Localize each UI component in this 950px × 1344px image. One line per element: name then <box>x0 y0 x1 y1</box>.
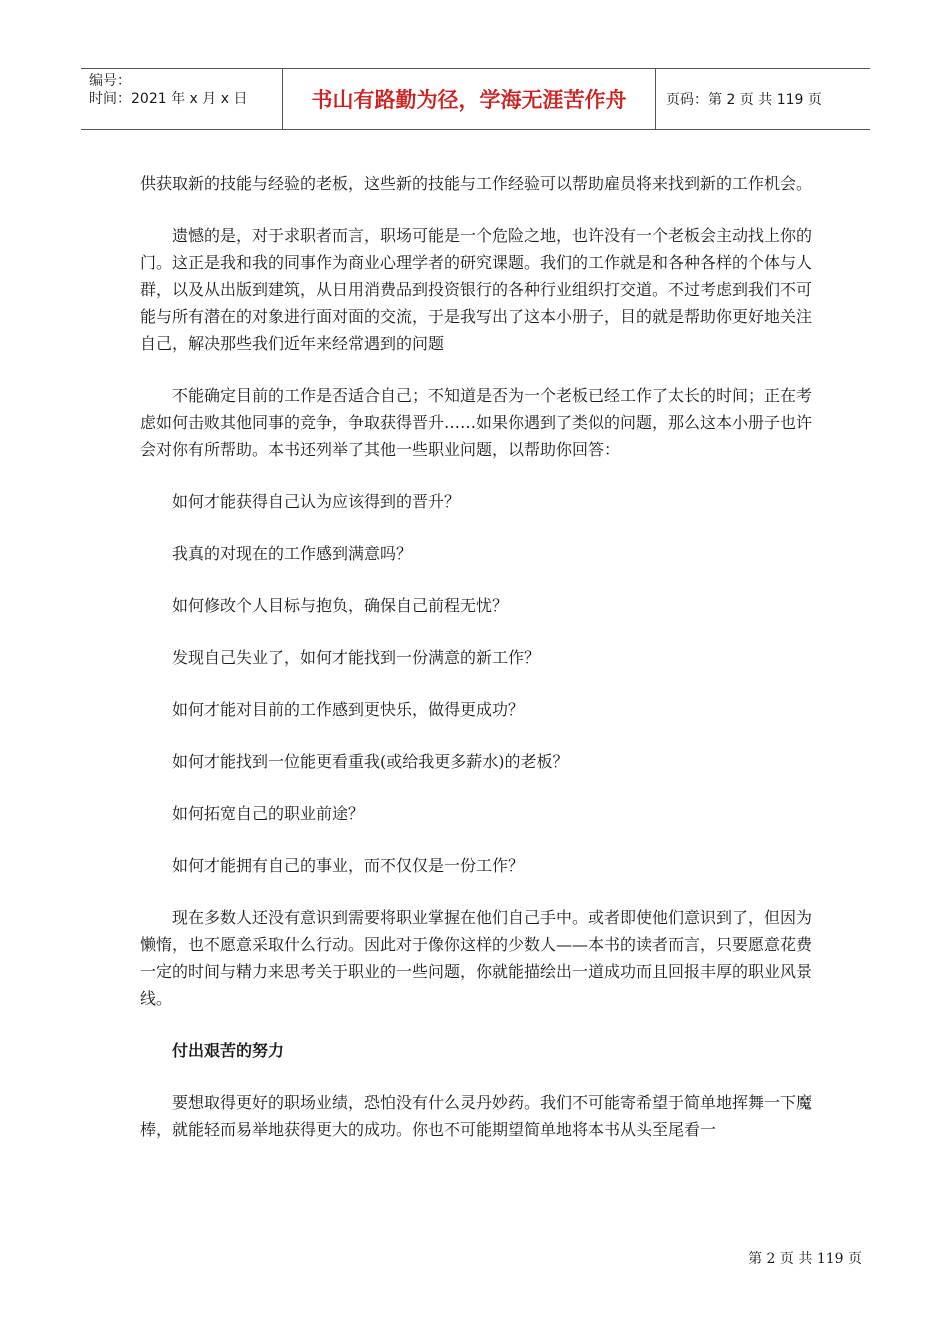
time-label: 时间：2021 年 x 月 x 日 <box>89 91 248 107</box>
question-item: 如何修改个人目标与抱负，确保自己前程无忧？ <box>172 596 509 615</box>
paragraph-2: 遗憾的是，对于求职者而言，职场可能是一个危险之地，也许没有一个老板会主动找上你的门。这正是我和我的同事作为商业心理学者的研究课题。我们的工作就是和各种各样的个体与人群，以及从出版到建筑，从日用消费品到投资银行的各种行业组织打交道。不过考虑到我们不可能与所有潜在的对象进行面对面的交流，于是我写出了这本小册子，目的就是帮助你更好地关注自己，解决那些我们近年来经常遇到的问题 <box>140 226 813 353</box>
header-motto: 书山有路勤为径，学海无涯苦作舟 <box>282 69 656 129</box>
header-meta <box>81 69 282 129</box>
question-item: 发现自己失业了，如何才能找到一份满意的新工作？ <box>172 648 541 667</box>
question-item: 如何才能找到一位能更看重我(或给我更多薪水)的老板？ <box>172 752 569 771</box>
page-header <box>81 68 870 130</box>
page-footer: 第 2 页 共 119 页 <box>748 1251 862 1267</box>
question-item: 我真的对现在的工作感到满意吗？ <box>172 544 413 563</box>
section-heading: 付出艰苦的努力 <box>172 1041 285 1060</box>
question-item: 如何才能拥有自己的事业，而不仅仅是一份工作？ <box>172 856 525 875</box>
paragraph-5: 要想取得更好的职场业绩，恐怕没有什么灵丹妙药。我们不可能寄希望于简单地挥舞一下魔棒，就能轻而易举地获得更大的成功。你也不可能期望简单地将本书从头至尾看一 <box>140 1093 813 1139</box>
paragraph-4: 现在多数人还没有意识到需要将职业掌握在他们自己手中。或者即使他们意识到了，但因为懒惰，也不愿意采取什么行动。因此对于像你这样的少数人——本书的读者而言，只要愿意花费一定的时间与精力来思考关于职业的一些问题，你就能描绘出一道成功而且回报丰厚的职业风景线。 <box>140 908 813 1008</box>
number-label: 编号： <box>89 73 131 89</box>
document-body <box>140 170 812 1143</box>
paragraph-1: 供获取新的技能与经验的老板，这些新的技能与工作经验可以帮助雇员将来找到新的工作机会。 <box>140 174 813 193</box>
question-item: 如何才能获得自己认为应该得到的晋升？ <box>172 492 461 511</box>
question-item: 如何才能对目前的工作感到更快乐，做得更成功？ <box>172 700 525 719</box>
header-page-label: 页码：第 2 页 共 119 页 <box>666 92 822 108</box>
question-item: 如何拓宽自己的职业前途？ <box>172 804 365 823</box>
paragraph-3: 不能确定目前的工作是否适合自己；不知道是否为一个老板已经工作了太长的时间；正在考虑如何击败其他同事的竞争，争取获得晋升……如果你遇到了类似的问题，那么这本小册子也许会对你有所帮助。本书还列举了其他一些职业问题，以帮助你回答： <box>140 386 813 459</box>
